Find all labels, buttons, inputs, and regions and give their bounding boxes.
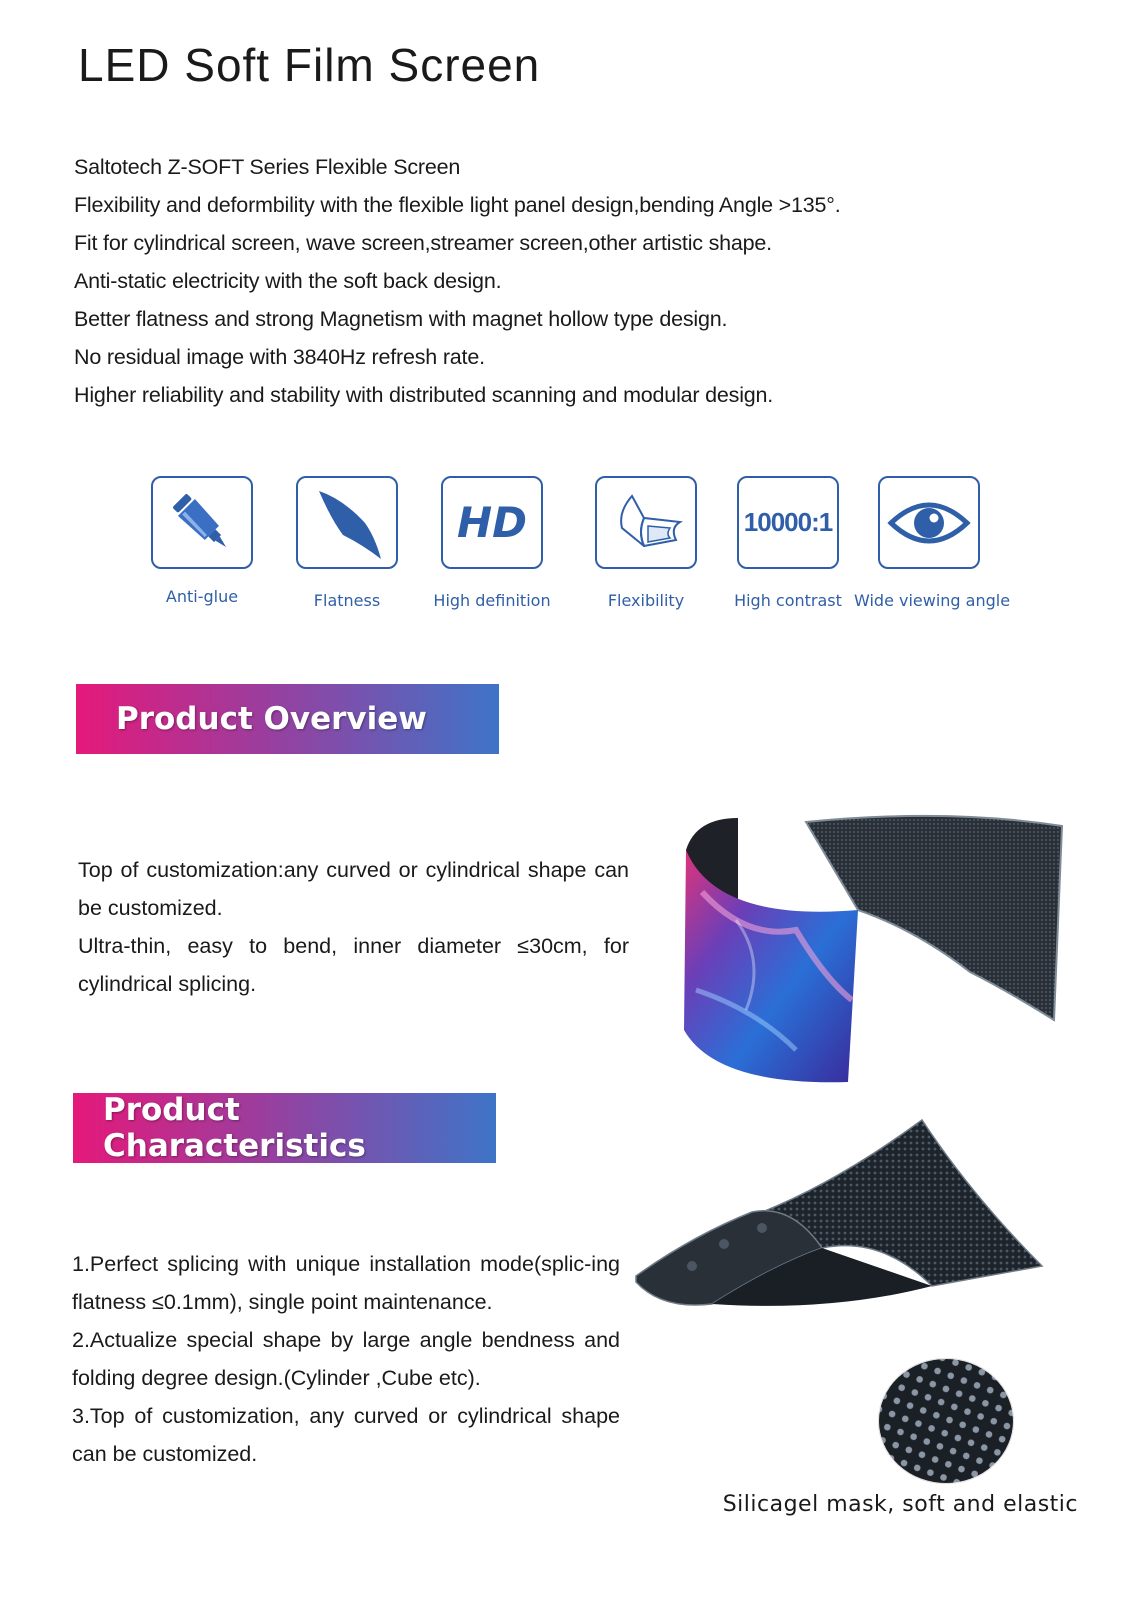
feature-wide-viewing-angle [854,476,1011,610]
intro-line: Fit for cylindrical screen, wave screen,streamer screen,other artistic shape. [74,231,772,255]
overview-text [78,851,629,1003]
feature-label: High contrast [734,591,842,610]
overview-paragraph: Ultra-thin, easy to bend, inner diameter ≤30cm, for cylindrical splicing. [78,934,629,996]
contrast-ratio-text: 10000:1 [743,507,833,537]
characteristics-item: 1.Perfect splicing with unique installation mode(splic-ing flatness ≤0.1mm), single point maintenance. [72,1252,620,1314]
flexible-panel-icon [595,476,697,569]
intro-line: Flexibility and deformbility with the flexible light panel design,bending Angle >135°. [74,193,841,217]
glue-tube-icon [151,476,253,569]
characteristics-item: 2.Actualize special shape by large angle bendness and folding degree design.(Cylinder ,Cube etc). [72,1328,620,1390]
intro-line: Higher reliability and stability with distributed scanning and modular design. [74,383,774,407]
intro-line: No residual image with 3840Hz refresh rate. [74,345,485,369]
page-title: LED Soft Film Screen [78,39,541,91]
hd-icon [441,476,543,569]
feature-flatness [272,476,422,610]
feature-anti-glue [127,476,277,606]
intro-line: Saltotech Z-SOFT Series Flexible Screen [74,155,461,179]
silicagel-mask-closeup-image [876,1356,1016,1486]
intro-line: Better flatness and strong Magnetism with magnet hollow type design. [74,307,728,331]
overview-heading: Product Overview [76,684,499,754]
folded-led-module-image [632,1116,1052,1326]
feature-high-contrast [713,476,863,610]
intro-line: Anti-static electricity with the soft back design. [74,269,502,293]
intro-list [74,148,840,414]
overview-paragraph: Top of customization:any curved or cylindrical shape can be customized. [78,858,629,920]
feature-high-definition [417,476,567,610]
feature-label: Wide viewing angle [854,591,1011,610]
contrast-ratio-icon [737,476,839,569]
feature-flexibility [571,476,721,610]
characteristics-heading: Product Characteristics [73,1093,496,1163]
hd-icon-text: HD [456,498,527,547]
feature-label: High definition [433,591,551,610]
characteristics-list [72,1245,620,1473]
closeup-caption: Silicagel mask, soft and elastic [722,1492,1078,1517]
feature-label: Flexibility [607,591,685,610]
flat-sheet-icon [296,476,398,569]
feature-label: Anti-glue [165,587,239,606]
characteristics-item: 3.Top of customization, any curved or cylindrical shape can be customized. [72,1404,620,1466]
curved-led-screen-image [676,810,1076,1090]
eye-icon [878,476,980,569]
feature-label: Flatness [313,591,381,610]
